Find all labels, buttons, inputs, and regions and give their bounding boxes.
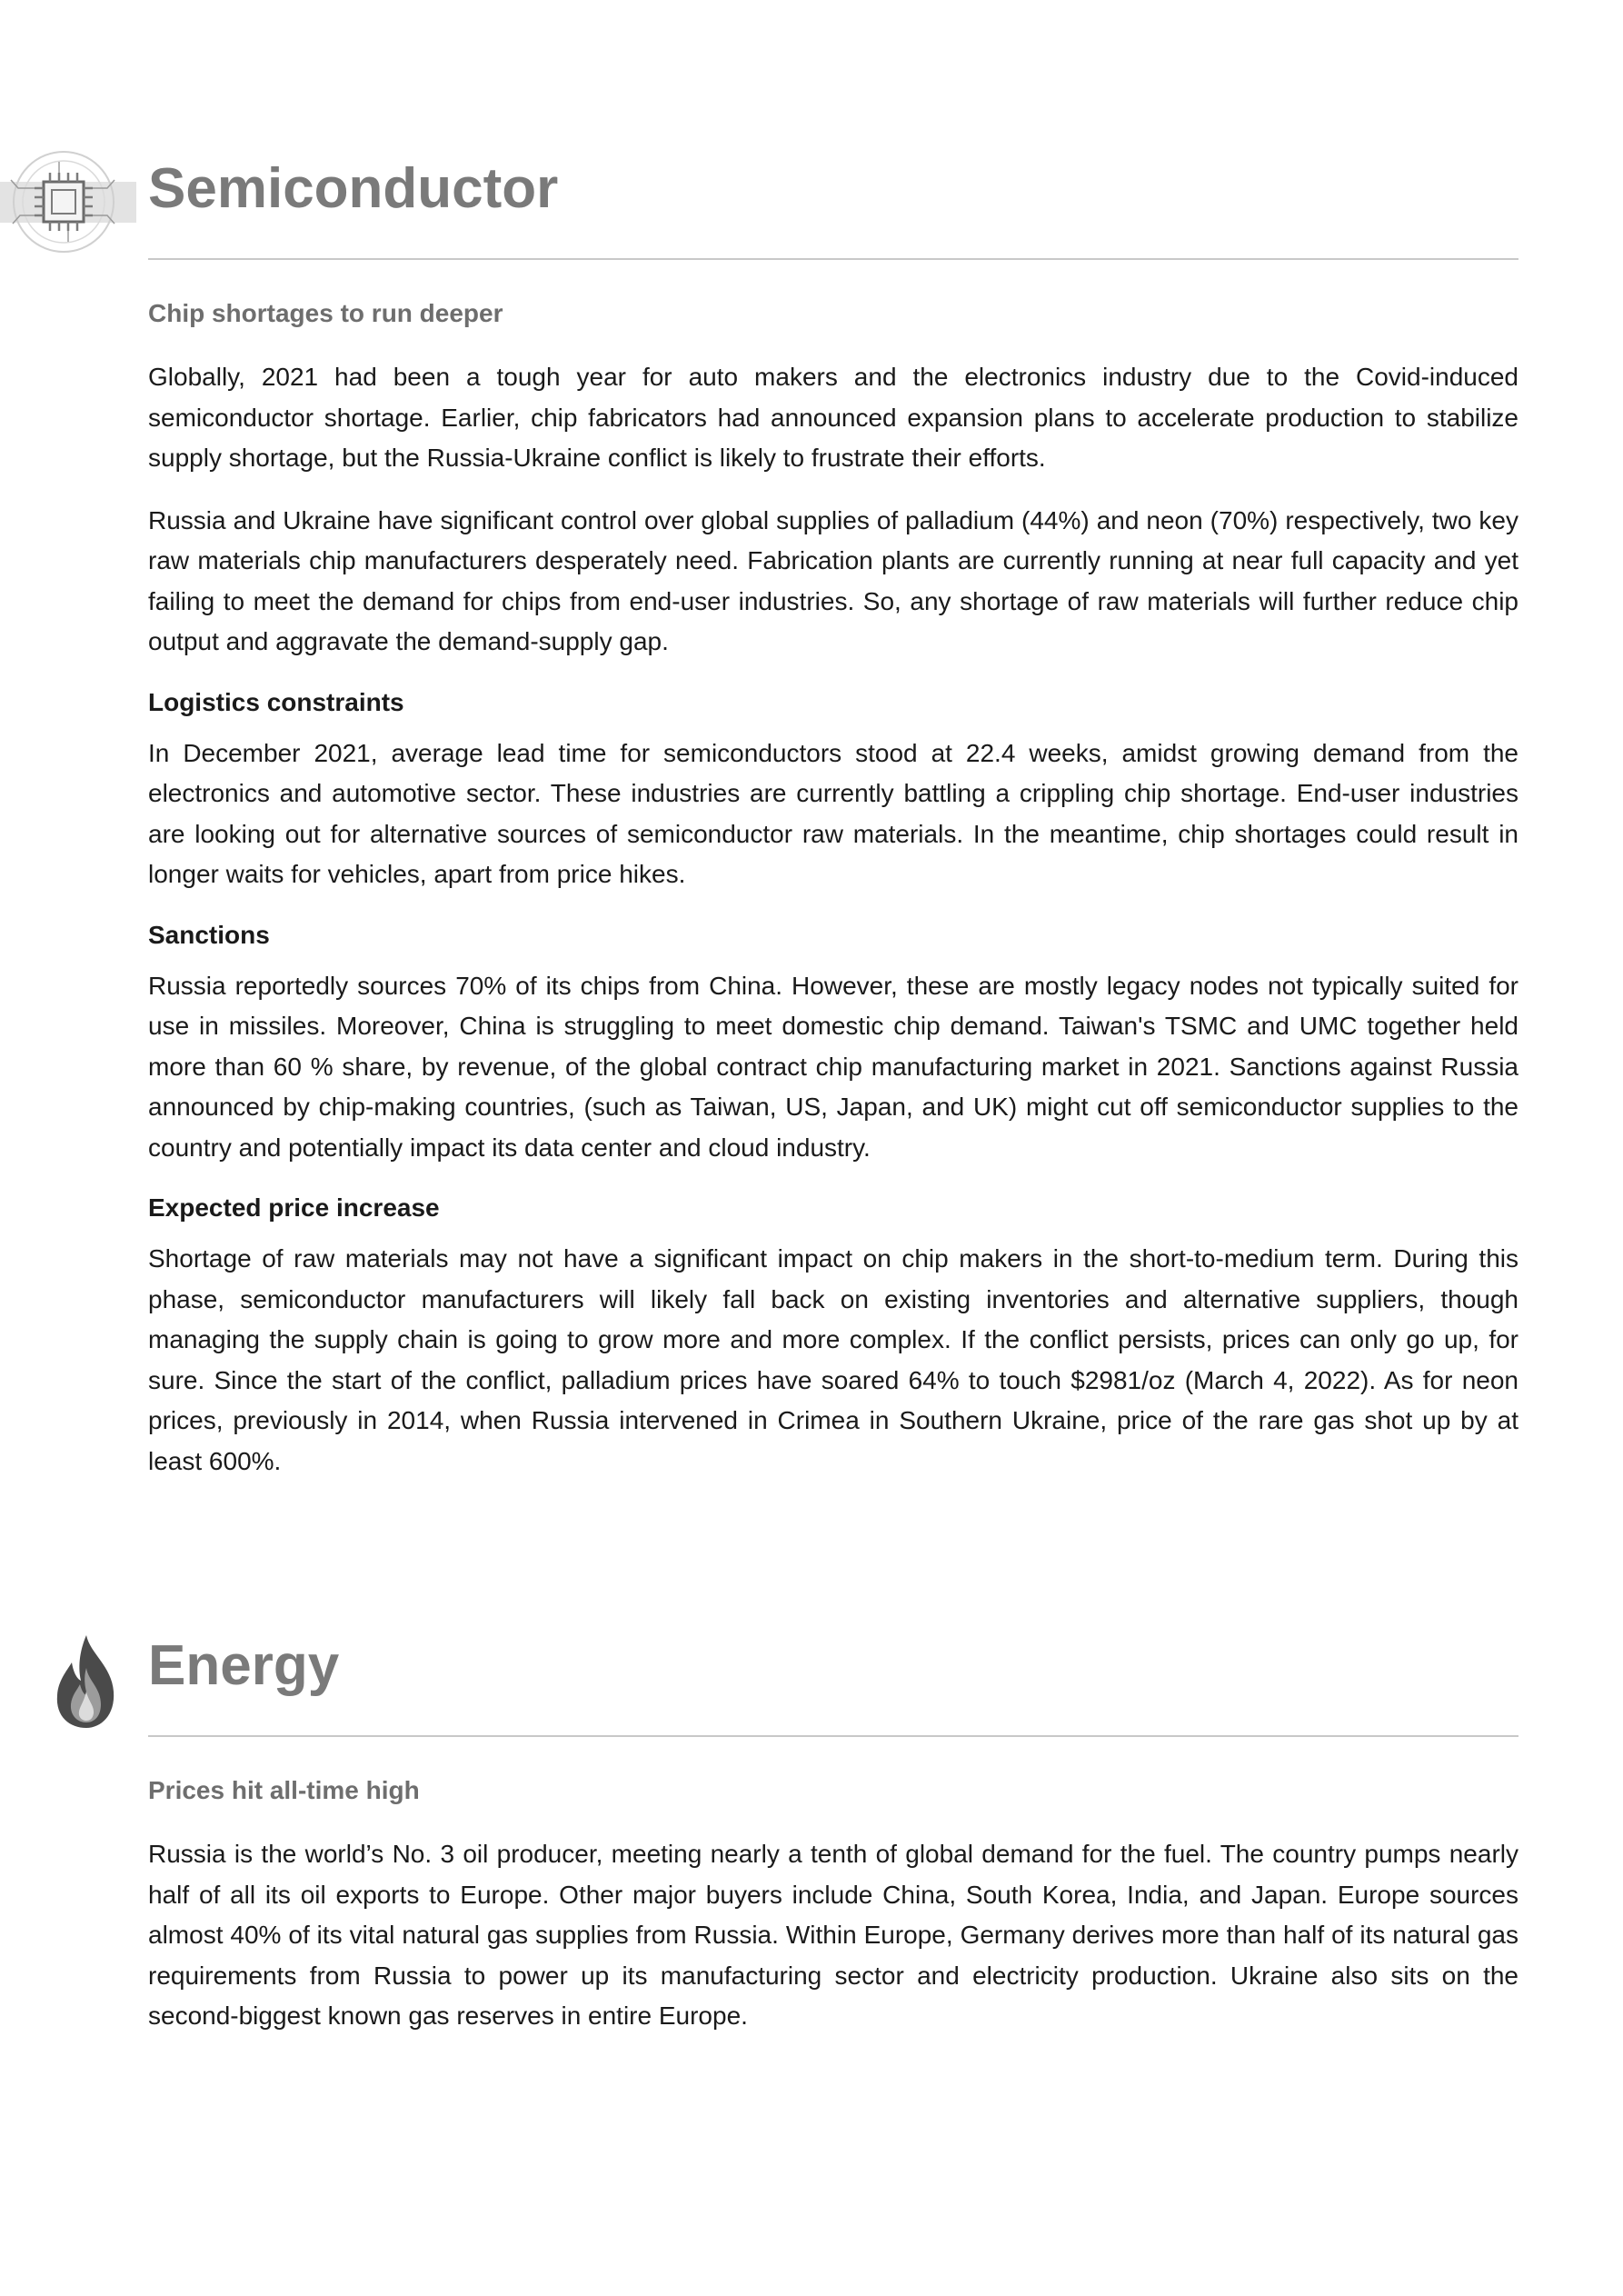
- section-divider: [148, 258, 1518, 260]
- paragraph: Russia is the world’s No. 3 oil producer, meeting nearly a tenth of global demand for the fuel. The country pumps nearly half of all its oil exports to Europe. Other major buyers include China, South Korea, India, and Japan. Europe sources almost 40% of its vital natural gas supplies from Russia. Within Europe, Germany derives more than half of its natural gas requirements from Russia to power up its manufacturing sector and electricity production. Ukraine also sits on the second-biggest known gas reserves in entire Europe.: [148, 1840, 1518, 2030]
- paragraph: Shortage of raw materials may not have a significant impact on chip makers in the short-to-medium term. During this phase, semiconductor manufacturers will likely fall back on existing inventories and alternative suppliers, though managing the supply chain is going to grow more and more complex. If the conflict persists, prices can only go up, for sure. Since the start of the conflict, palladium prices have soared 64% to touch $2981/oz (March 4, 2022). As for neon prices, previously in 2014, when Russia intervened in Crimea in Southern Ukraine, price of the rare gas shot up by at least 600%.: [148, 1244, 1518, 1475]
- paragraph: Globally, 2021 had been a tough year for auto makers and the electronics industry due to the Covid-induced semiconductor shortage. Earlier, chip fabricators had announced expansion plans to accelerate production to stabilize supply shortage, but the Russia-Ukraine conflict is likely to frustrate their efforts.: [148, 363, 1518, 472]
- paragraph: Russia and Ukraine have significant control over global supplies of palladium (44%) and neon (70%) respectively, two key raw materials chip manufacturers desperately need. Fabrication plants are currently running at near full capacity and yet failing to meet the demand for chips from end-user industries. So, any shortage of raw materials will further reduce chip output and aggravate the demand-supply gap.: [148, 505, 1518, 655]
- subsection-heading: Sanctions: [148, 920, 270, 949]
- section-subtitle: Chip shortages to run deeper: [148, 299, 503, 327]
- paragraph: Russia reportedly sources 70% of its chips from China. However, these are mostly legacy nodes not typically suited for use in missiles. Moreover, China is struggling to meet domestic chip demand. Taiwan's TSMC and UMC together held more than 60 % share, by revenue, of the global contract chip manufacturing market in 2021. Sanctions against Russia announced by chip-making countries, (such as Taiwan, US, Japan, and UK) might cut off semiconductor supplies to the country and potentially impact its data center and cloud industry.: [148, 971, 1518, 1162]
- section-title: Energy: [148, 1634, 340, 1697]
- semiconductor-chip-icon: [0, 145, 136, 255]
- energy-section: [0, 1622, 1623, 2030]
- section-content: [148, 1772, 1518, 2059]
- section-content: [148, 295, 1518, 1503]
- paragraph: In December 2021, average lead time for semiconductors stood at 22.4 weeks, amidst growing demand from the electronics and automotive sector. These industries are currently battling a crippling chip shortage. End-user industries are looking out for alternative sources of semiconductor raw materials. In the meantime, chip shortages could result in longer waits for vehicles, apart from price hikes.: [148, 738, 1518, 888]
- section-header: [0, 145, 1623, 264]
- section-title: Semiconductor: [148, 157, 559, 220]
- subsection-heading: Expected price increase: [148, 1193, 440, 1222]
- flame-icon: [50, 1632, 123, 1732]
- subsection-heading: Logistics constraints: [148, 687, 404, 716]
- semiconductor-section: [0, 145, 1623, 1475]
- section-header: [0, 1622, 1623, 1741]
- section-divider: [148, 1735, 1518, 1737]
- section-subtitle: Prices hit all-time high: [148, 1776, 420, 1804]
